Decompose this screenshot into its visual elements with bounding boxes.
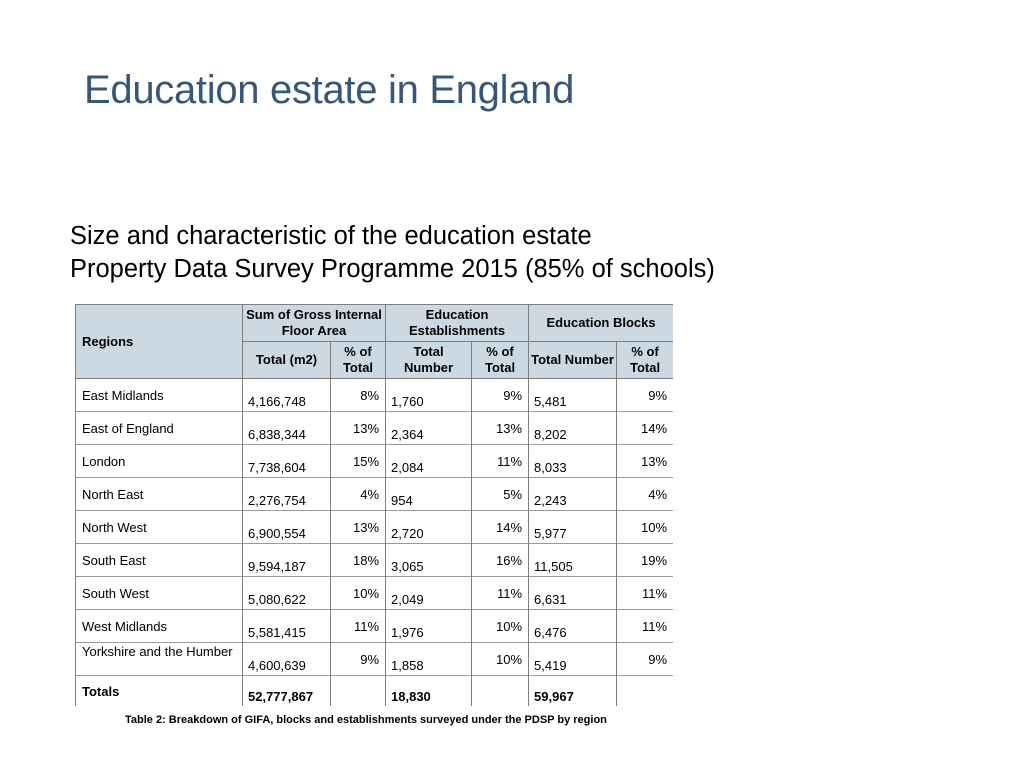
est-value-cell [386, 511, 472, 544]
header-gifa: Sum of Gross Internal Floor Area [243, 305, 386, 342]
est-value-cell [386, 610, 472, 643]
gifa-value-cell [243, 577, 331, 610]
totals-blocks-pct-cell [617, 676, 673, 707]
blocks-pct: 14% [641, 421, 668, 436]
blocks-value: 6,631 [534, 592, 567, 607]
gifa-value: 6,838,344 [248, 427, 306, 442]
gifa-value: 9,594,187 [248, 559, 306, 574]
gifa-pct-cell [331, 412, 386, 445]
est-value: 3,065 [391, 559, 424, 574]
gifa-pct: 18% [352, 553, 380, 568]
blocks-value: 6,476 [534, 625, 567, 640]
table-row [76, 412, 674, 445]
gifa-pct-cell [331, 445, 386, 478]
gifa-value-cell [243, 643, 331, 676]
gifa-value-cell [243, 544, 331, 577]
region-cell [76, 610, 243, 643]
blocks-value-cell [529, 412, 617, 445]
est-pct-cell [472, 478, 529, 511]
est-pct: 10% [496, 652, 523, 667]
blocks-value-cell [529, 610, 617, 643]
blocks-pct: 19% [641, 553, 668, 568]
blocks-pct-cell [617, 544, 673, 577]
table-row [76, 643, 674, 676]
est-pct: 9% [503, 388, 523, 403]
gifa-value: 5,080,622 [248, 592, 306, 607]
gifa-pct: 4% [360, 487, 380, 502]
blocks-value: 5,977 [534, 526, 567, 541]
header-total-m2: Total (m2) [243, 342, 331, 379]
est-pct-cell [472, 412, 529, 445]
est-value-cell [386, 478, 472, 511]
region-name: East Midlands [82, 388, 164, 403]
blocks-pct-cell [617, 478, 673, 511]
header-gifa-pct: % of Total [331, 342, 386, 379]
region-cell [76, 379, 243, 412]
gifa-pct: 13% [352, 520, 380, 535]
table-row [76, 544, 674, 577]
region-name: Yorkshire and the Humber [82, 644, 233, 659]
totals-est: 18,830 [391, 689, 431, 704]
gifa-pct-cell [331, 478, 386, 511]
est-value: 954 [391, 493, 413, 508]
region-cell [76, 577, 243, 610]
est-value-cell [386, 643, 472, 676]
region-name: East of England [82, 421, 174, 436]
gifa-pct-cell [331, 643, 386, 676]
gifa-value-cell [243, 478, 331, 511]
table-row [76, 445, 674, 478]
slide-title: Education estate in England [84, 68, 575, 112]
est-value: 1,976 [391, 625, 424, 640]
est-value-cell [386, 544, 472, 577]
totals-label-cell [76, 676, 243, 707]
est-value-cell [386, 445, 472, 478]
totals-est-pct-cell [472, 676, 529, 707]
totals-row [76, 676, 674, 707]
gifa-pct-cell [331, 544, 386, 577]
blocks-pct-cell [617, 643, 673, 676]
est-pct: 16% [496, 553, 523, 568]
gifa-pct: 10% [352, 586, 380, 601]
blocks-value: 8,202 [534, 427, 567, 442]
est-value-cell [386, 379, 472, 412]
region-cell [76, 511, 243, 544]
est-pct-cell [472, 379, 529, 412]
region-name: North West [82, 520, 147, 535]
blocks-value: 8,033 [534, 460, 567, 475]
header-blocks-total: Total Number [529, 342, 617, 379]
header-est-pct: % of Total [472, 342, 529, 379]
header-blocks: Education Blocks [529, 305, 673, 342]
region-name: West Midlands [82, 619, 168, 634]
region-name: South West [82, 586, 149, 601]
blocks-value: 5,419 [534, 658, 567, 673]
table-row [76, 379, 674, 412]
gifa-value: 5,581,415 [248, 625, 306, 640]
gifa-value: 2,276,754 [248, 493, 306, 508]
est-pct: 11% [496, 586, 523, 601]
gifa-pct: 13% [352, 421, 380, 436]
blocks-value: 11,505 [534, 559, 573, 574]
est-pct-cell [472, 610, 529, 643]
gifa-value-cell [243, 445, 331, 478]
est-value: 2,049 [391, 592, 424, 607]
gifa-pct: 15% [352, 454, 380, 469]
blocks-value: 5,481 [534, 394, 567, 409]
est-value-cell [386, 577, 472, 610]
blocks-pct: 13% [641, 454, 668, 469]
totals-gifa: 52,777,867 [248, 689, 314, 704]
subtitle-line-1: Size and characteristic of the education estate [70, 222, 592, 250]
table-row [76, 478, 674, 511]
table-caption: Table 2: Breakdown of GIFA, blocks and establishments surveyed under the PDSP by region [125, 714, 607, 726]
est-value: 1,858 [391, 658, 424, 673]
blocks-value-cell [529, 577, 617, 610]
blocks-pct-cell [617, 511, 673, 544]
gifa-pct-cell [331, 577, 386, 610]
region-cell [76, 478, 243, 511]
est-pct: 13% [496, 421, 523, 436]
blocks-pct: 11% [641, 586, 668, 601]
est-pct-cell [472, 511, 529, 544]
table-row [76, 577, 674, 610]
est-value: 2,084 [391, 460, 424, 475]
est-pct-cell [472, 643, 529, 676]
est-pct-cell [472, 445, 529, 478]
region-cell [76, 445, 243, 478]
totals-est-cell [386, 676, 472, 707]
gifa-value-cell [243, 412, 331, 445]
estate-table-container [75, 304, 673, 707]
table-row [76, 610, 674, 643]
est-pct: 10% [496, 619, 523, 634]
subtitle [70, 220, 715, 286]
region-cell [76, 544, 243, 577]
gifa-value-cell [243, 610, 331, 643]
header-regions: Regions [76, 305, 243, 379]
region-name: London [82, 454, 126, 469]
gifa-pct: 9% [360, 652, 380, 667]
header-establishments: Education Establishments [386, 305, 529, 342]
blocks-pct: 4% [648, 487, 668, 502]
subtitle-line-2: Property Data Survey Programme 2015 (85% of schools) [70, 255, 715, 283]
est-pct-cell [472, 577, 529, 610]
gifa-value: 7,738,604 [248, 460, 306, 475]
gifa-value-cell [243, 511, 331, 544]
blocks-pct-cell [617, 412, 673, 445]
est-value: 2,720 [391, 526, 424, 541]
region-cell [76, 643, 243, 676]
gifa-pct: 8% [360, 388, 380, 403]
blocks-pct-cell [617, 379, 673, 412]
totals-gifa-cell [243, 676, 331, 707]
blocks-value-cell [529, 643, 617, 676]
gifa-pct-cell [331, 610, 386, 643]
header-est-total: Total Number [386, 342, 472, 379]
totals-gifa-pct-cell [331, 676, 386, 707]
totals-label: Totals [82, 684, 120, 699]
gifa-value: 4,600,639 [248, 658, 306, 673]
estate-table [75, 304, 673, 706]
totals-blocks: 59,967 [534, 689, 574, 704]
blocks-pct: 9% [648, 652, 668, 667]
blocks-pct: 9% [648, 388, 668, 403]
blocks-value-cell [529, 379, 617, 412]
est-value-cell [386, 412, 472, 445]
table-header-row [76, 305, 674, 342]
blocks-pct-cell [617, 610, 673, 643]
gifa-value-cell [243, 379, 331, 412]
region-cell [76, 412, 243, 445]
blocks-pct: 11% [641, 619, 668, 634]
gifa-value: 6,900,554 [248, 526, 306, 541]
est-value: 1,760 [391, 394, 424, 409]
blocks-value-cell [529, 511, 617, 544]
blocks-value-cell [529, 544, 617, 577]
est-pct: 5% [503, 487, 523, 502]
blocks-value-cell [529, 445, 617, 478]
blocks-pct: 10% [641, 520, 668, 535]
gifa-pct: 11% [353, 619, 380, 634]
blocks-value: 2,243 [534, 493, 567, 508]
gifa-pct-cell [331, 511, 386, 544]
gifa-value: 4,166,748 [248, 394, 306, 409]
blocks-pct-cell [617, 445, 673, 478]
region-name: North East [82, 487, 144, 502]
est-value: 2,364 [391, 427, 424, 442]
totals-blocks-cell [529, 676, 617, 707]
region-name: South East [82, 553, 146, 568]
table-row [76, 511, 674, 544]
est-pct: 14% [496, 520, 523, 535]
est-pct-cell [472, 544, 529, 577]
blocks-pct-cell [617, 577, 673, 610]
table-body [76, 379, 674, 707]
gifa-pct-cell [331, 379, 386, 412]
est-pct: 11% [496, 454, 523, 469]
header-blocks-pct: % of Total [617, 342, 673, 379]
blocks-value-cell [529, 478, 617, 511]
